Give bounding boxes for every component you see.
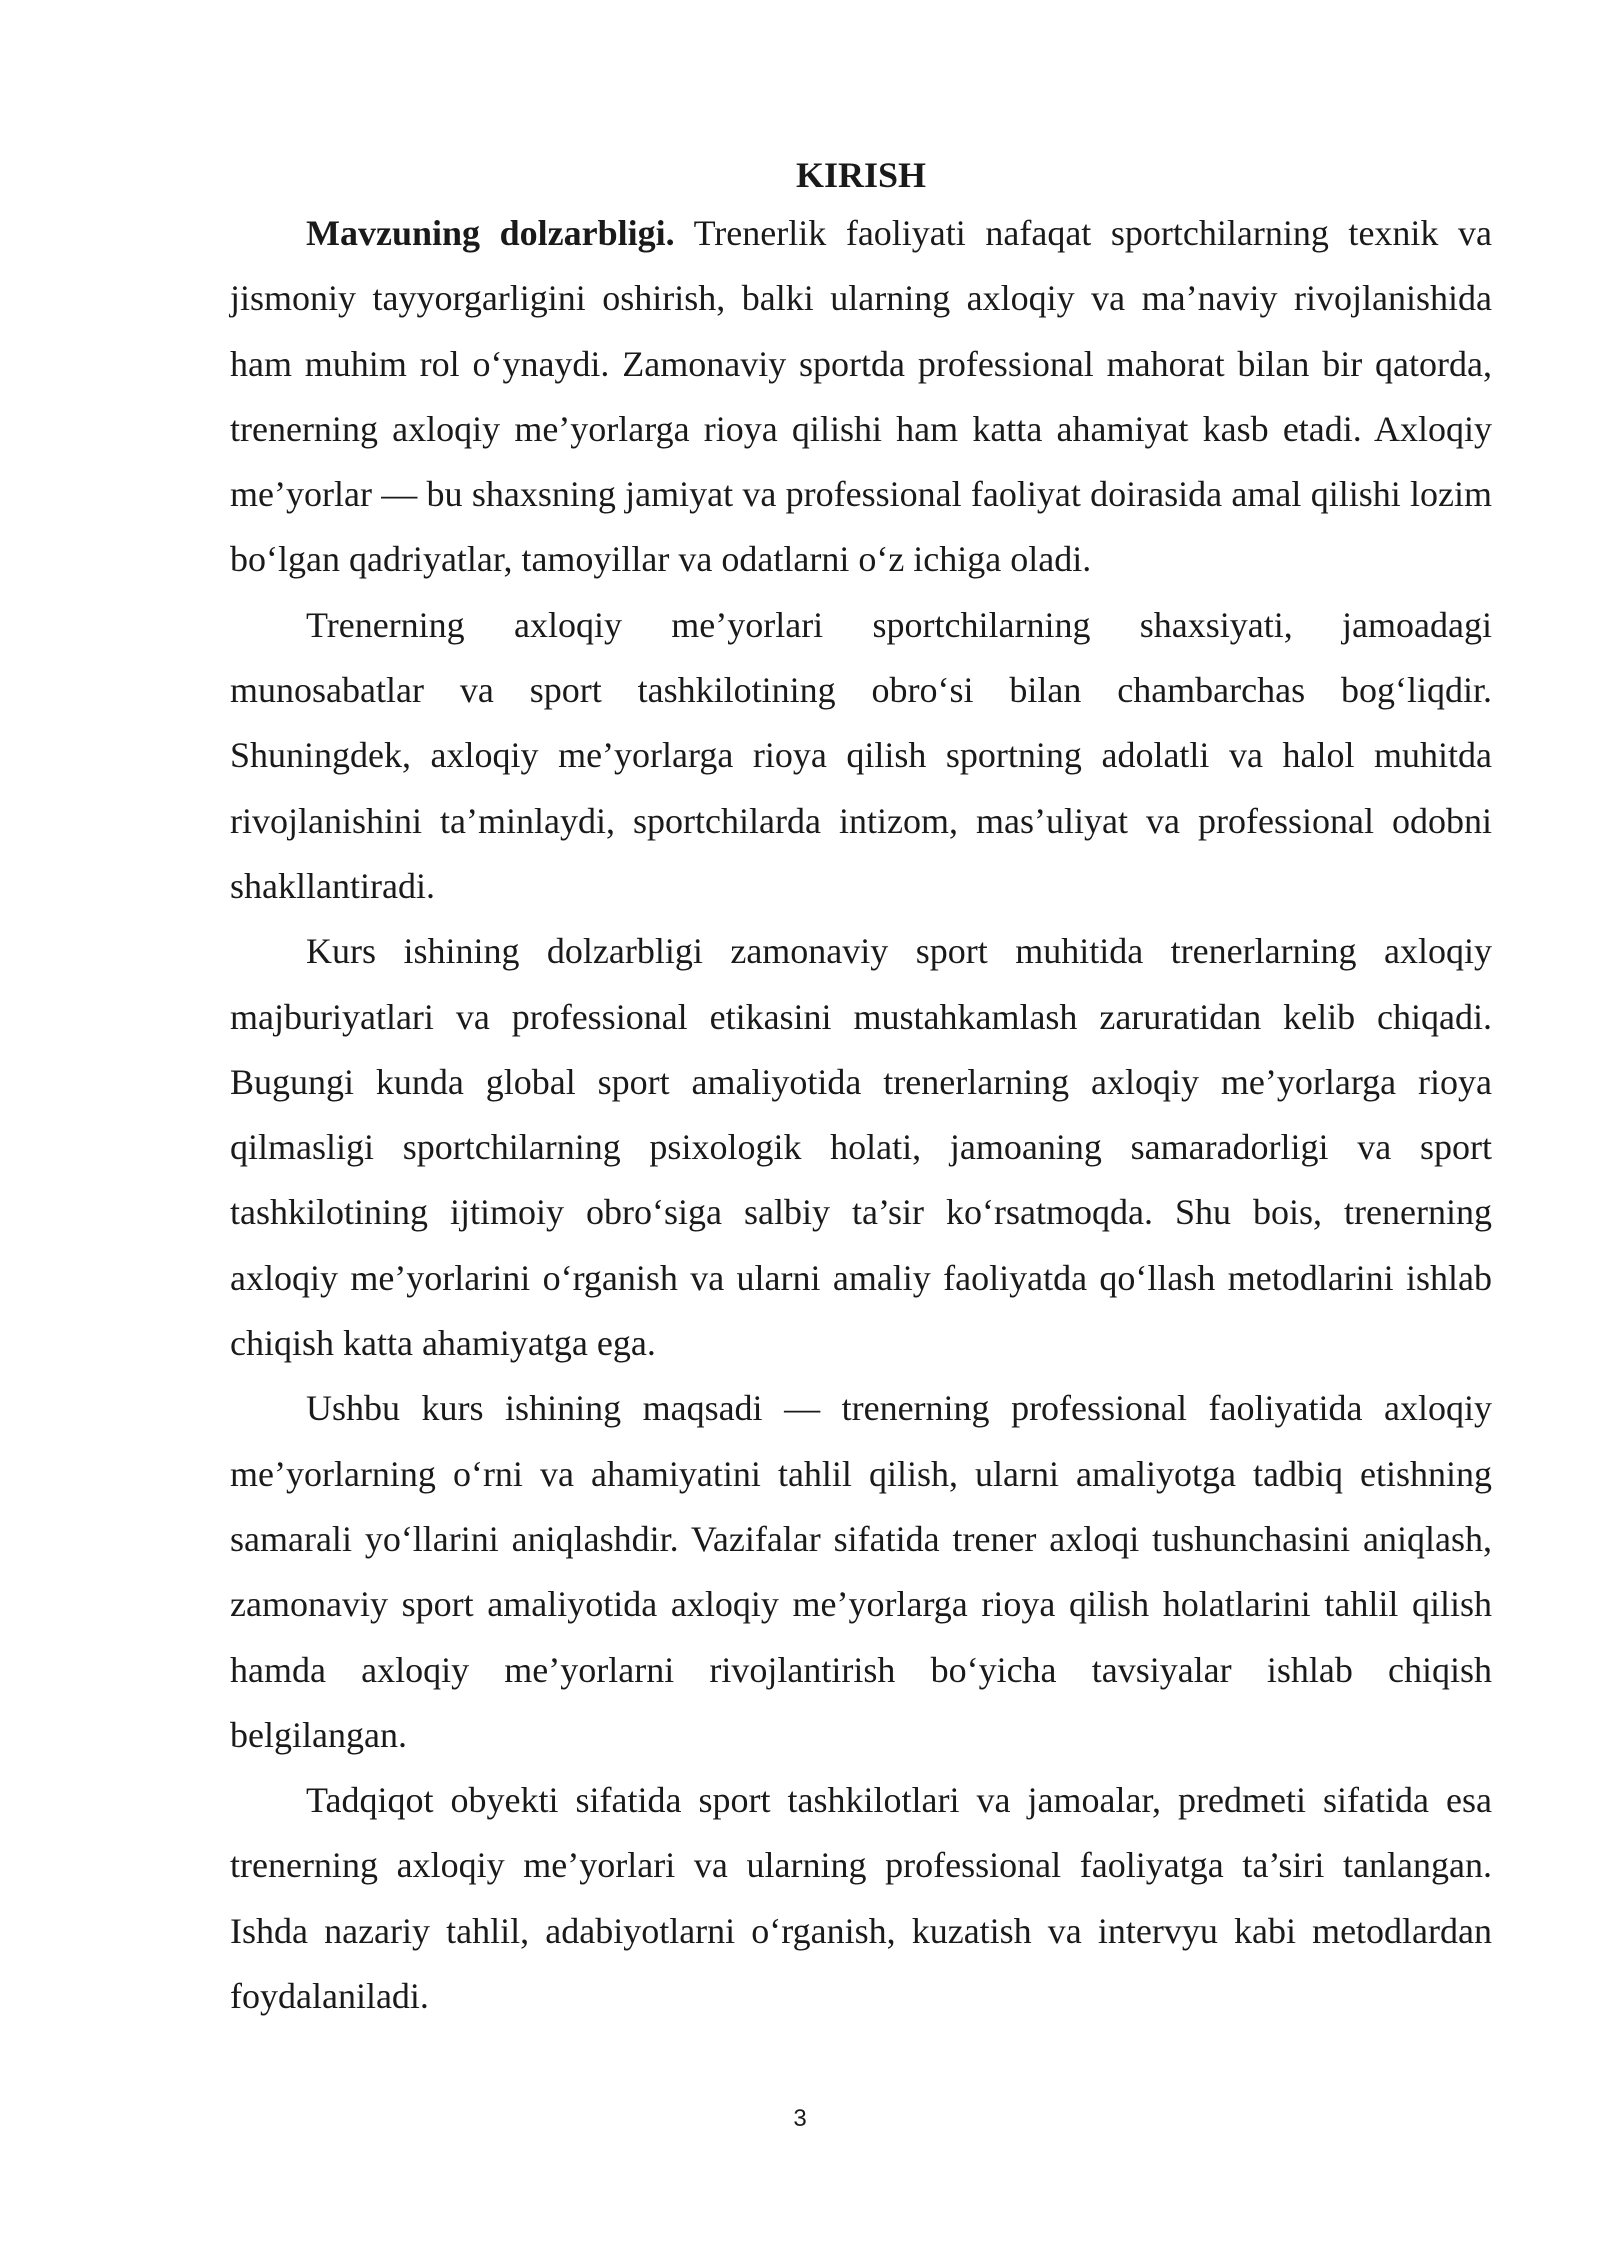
paragraph-relevance: [230, 201, 1492, 593]
paragraph-course-relevance: Kurs ishining dolzarbligi zamonaviy sport muhitida trenerlarning axloqiy majburiyatlari va professional etikasini mustahkamlash zaruratidan kelib chiqadi. Bugungi kunda global sport amaliyotida trenerlarning axloqiy me’yorlarga rioya qilmasligi sportchilarning psixologik holati, jamoaning samaradorligi va sport tashkilotining ijtimoiy obro‘siga salbiy ta’sir ko‘rsatmoqda. Shu bois, trenerning axloqiy me’yorlarini o‘rganish va ularni amaliy faoliyatda qo‘llash metodlarini ishlab chiqish katta ahamiyatga ega.: [230, 931, 1492, 1364]
paragraph-text: Trenerlik faoliyati nafaqat sportchilarning texnik va jismoniy tayyorgarligini oshirish, balki ularning axloqiy va ma’naviy rivojlanishida ham muhim rol o‘ynaydi. Zamonaviy sportda professional mahorat bilan bir qatorda, trenerning axloqiy me’yorlarga rioya qilishi ham katta ahamiyat kasb etadi. Axloqiy me’yorlar — bu shaxsning jamiyat va professional faoliyat doirasida amal qilishi lozim bo‘lgan qadriyatlar, tamoyillar va odatlarni o‘z ichiga oladi.: [230, 213, 1492, 580]
paragraph-course-goal: Ushbu kurs ishining maqsadi — trenerning professional faoliyatida axloqiy me’yorlarning o‘rni va ahamiyatini tahlil qilish, ularni amaliyotga tadbiq etishning samarali yo‘llarini aniqlashdir. Vazifalar sifatida trener axloqi tushunchasini aniqlash, zamonaviy sport amaliyotida axloqiy me’yorlarga rioya qilish holatlarini tahlil qilish hamda axloqiy me’yorlarni rivojlantirish bo‘yicha tavsiyalar ishlab chiqish belgilangan.: [230, 1388, 1492, 1755]
section-heading: KIRISH: [795, 155, 927, 195]
page-content: [230, 150, 1492, 2029]
paragraph-lead-bold: Mavzuning dolzarbligi.: [306, 213, 675, 253]
paragraph-ethics-norms: Trenerning axloqiy me’yorlari sportchilarning shaxsiyati, jamoadagi munosabatlar va sport tashkilotining obro‘si bilan chambarchas bog‘liqdir. Shuningdek, axloqiy me’yorlarga rioya qilish sportning adolatli va halol muhitda rivojlanishini ta’minlaydi, sportchilarda intizom, mas’uliyat va professional odobni shakllantiradi.: [230, 604, 1492, 906]
page-number: 3: [793, 2105, 807, 2132]
paragraph-research-object: Tadqiqot obyekti sifatida sport tashkilotlari va jamoalar, predmeti sifatida esa trenerning axloqiy me’yorlari va ularning professional faoliyatga ta’siri tanlangan. Ishda nazariy tahlil, adabiyotlarni o‘rganish, kuzatish va intervyu kabi metodlardan foydalaniladi.: [230, 1780, 1492, 2017]
